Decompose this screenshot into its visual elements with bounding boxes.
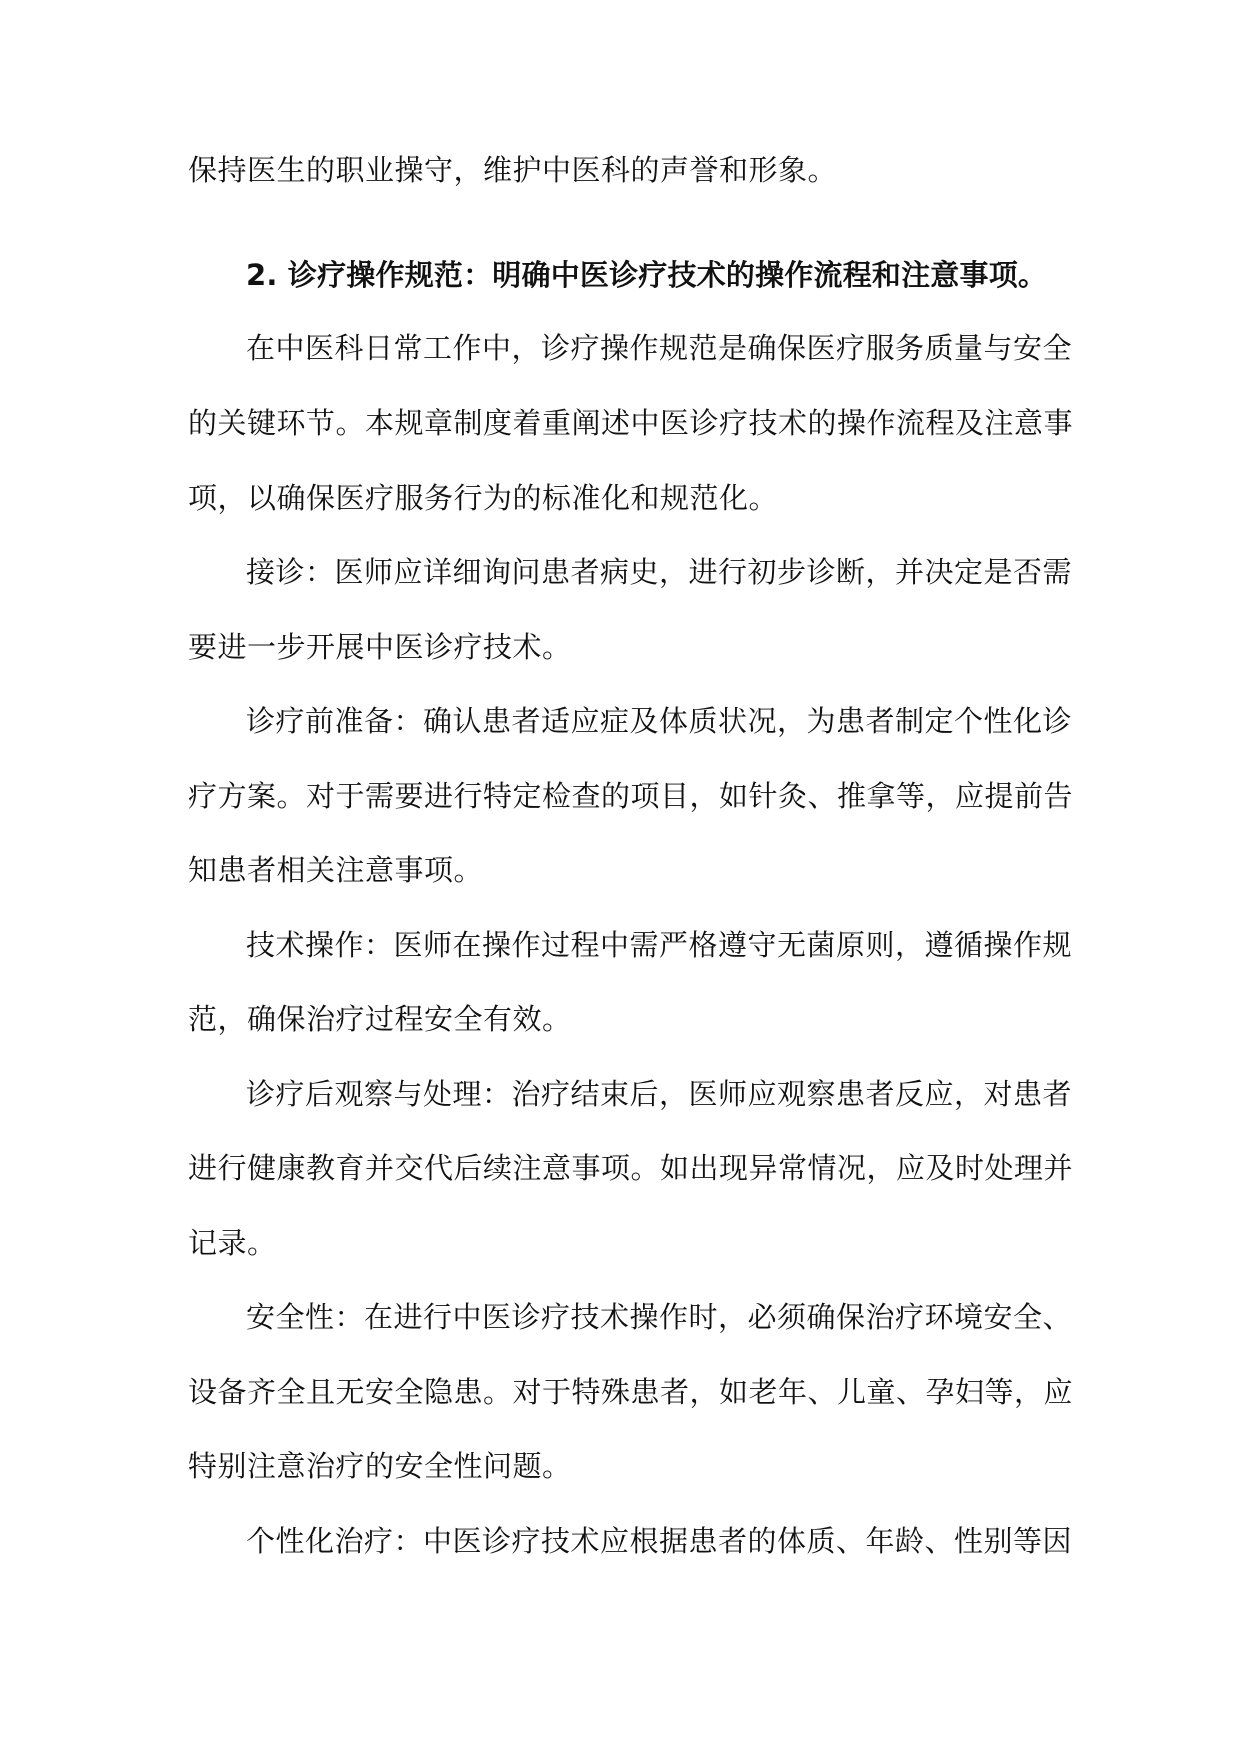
paragraph-line: 安全性：在进行中医诊疗技术操作时，必须确保治疗环境安全、 xyxy=(246,1300,1073,1334)
paragraph-line: 在中医科日常工作中，诊疗操作规范是确保医疗服务质量与安全 xyxy=(246,331,1073,365)
paragraph-line: 诊疗前准备：确认患者适应症及体质状况，为患者制定个性化诊 xyxy=(246,704,1073,738)
paragraph-line: 保持医生的职业操守，维护中医科的声誉和形象。 xyxy=(188,153,838,187)
paragraph-line: 设备齐全且无安全隐患。对于特殊患者，如老年、儿童、孕妇等，应 xyxy=(188,1375,1074,1409)
paragraph-line: 知患者相关注意事项。 xyxy=(188,853,484,887)
paragraph-line: 接诊：医师应详细询问患者病史，进行初步诊断，并决定是否需 xyxy=(246,555,1073,589)
paragraph-line: 记录。 xyxy=(188,1226,277,1260)
paragraph-line: 范，确保治疗过程安全有效。 xyxy=(188,1002,572,1036)
paragraph-line: 技术操作：医师在操作过程中需严格遵守无菌原则，遵循操作规 xyxy=(246,928,1073,962)
paragraph-line: 特别注意治疗的安全性问题。 xyxy=(188,1449,572,1483)
paragraph-line: 项，以确保医疗服务行为的标准化和规范化。 xyxy=(188,481,779,515)
paragraph-line: 个性化治疗：中医诊疗技术应根据患者的体质、年龄、性别等因 xyxy=(246,1524,1073,1558)
paragraph-line: 疗方案。对于需要进行特定检查的项目，如针灸、推拿等，应提前告 xyxy=(188,779,1074,813)
paragraph-line: 诊疗后观察与处理：治疗结束后，医师应观察患者反应，对患者 xyxy=(246,1077,1073,1111)
paragraph-line: 的关键环节。本规章制度着重阐述中医诊疗技术的操作流程及注意事 xyxy=(188,406,1074,440)
section-heading: 2. 诊疗操作规范：明确中医诊疗技术的操作流程和注意事项。 xyxy=(246,258,1048,292)
paragraph-line: 要进一步开展中医诊疗技术。 xyxy=(188,630,572,664)
paragraph-line: 进行健康教育并交代后续注意事项。如出现异常情况，应及时处理并 xyxy=(188,1151,1074,1185)
